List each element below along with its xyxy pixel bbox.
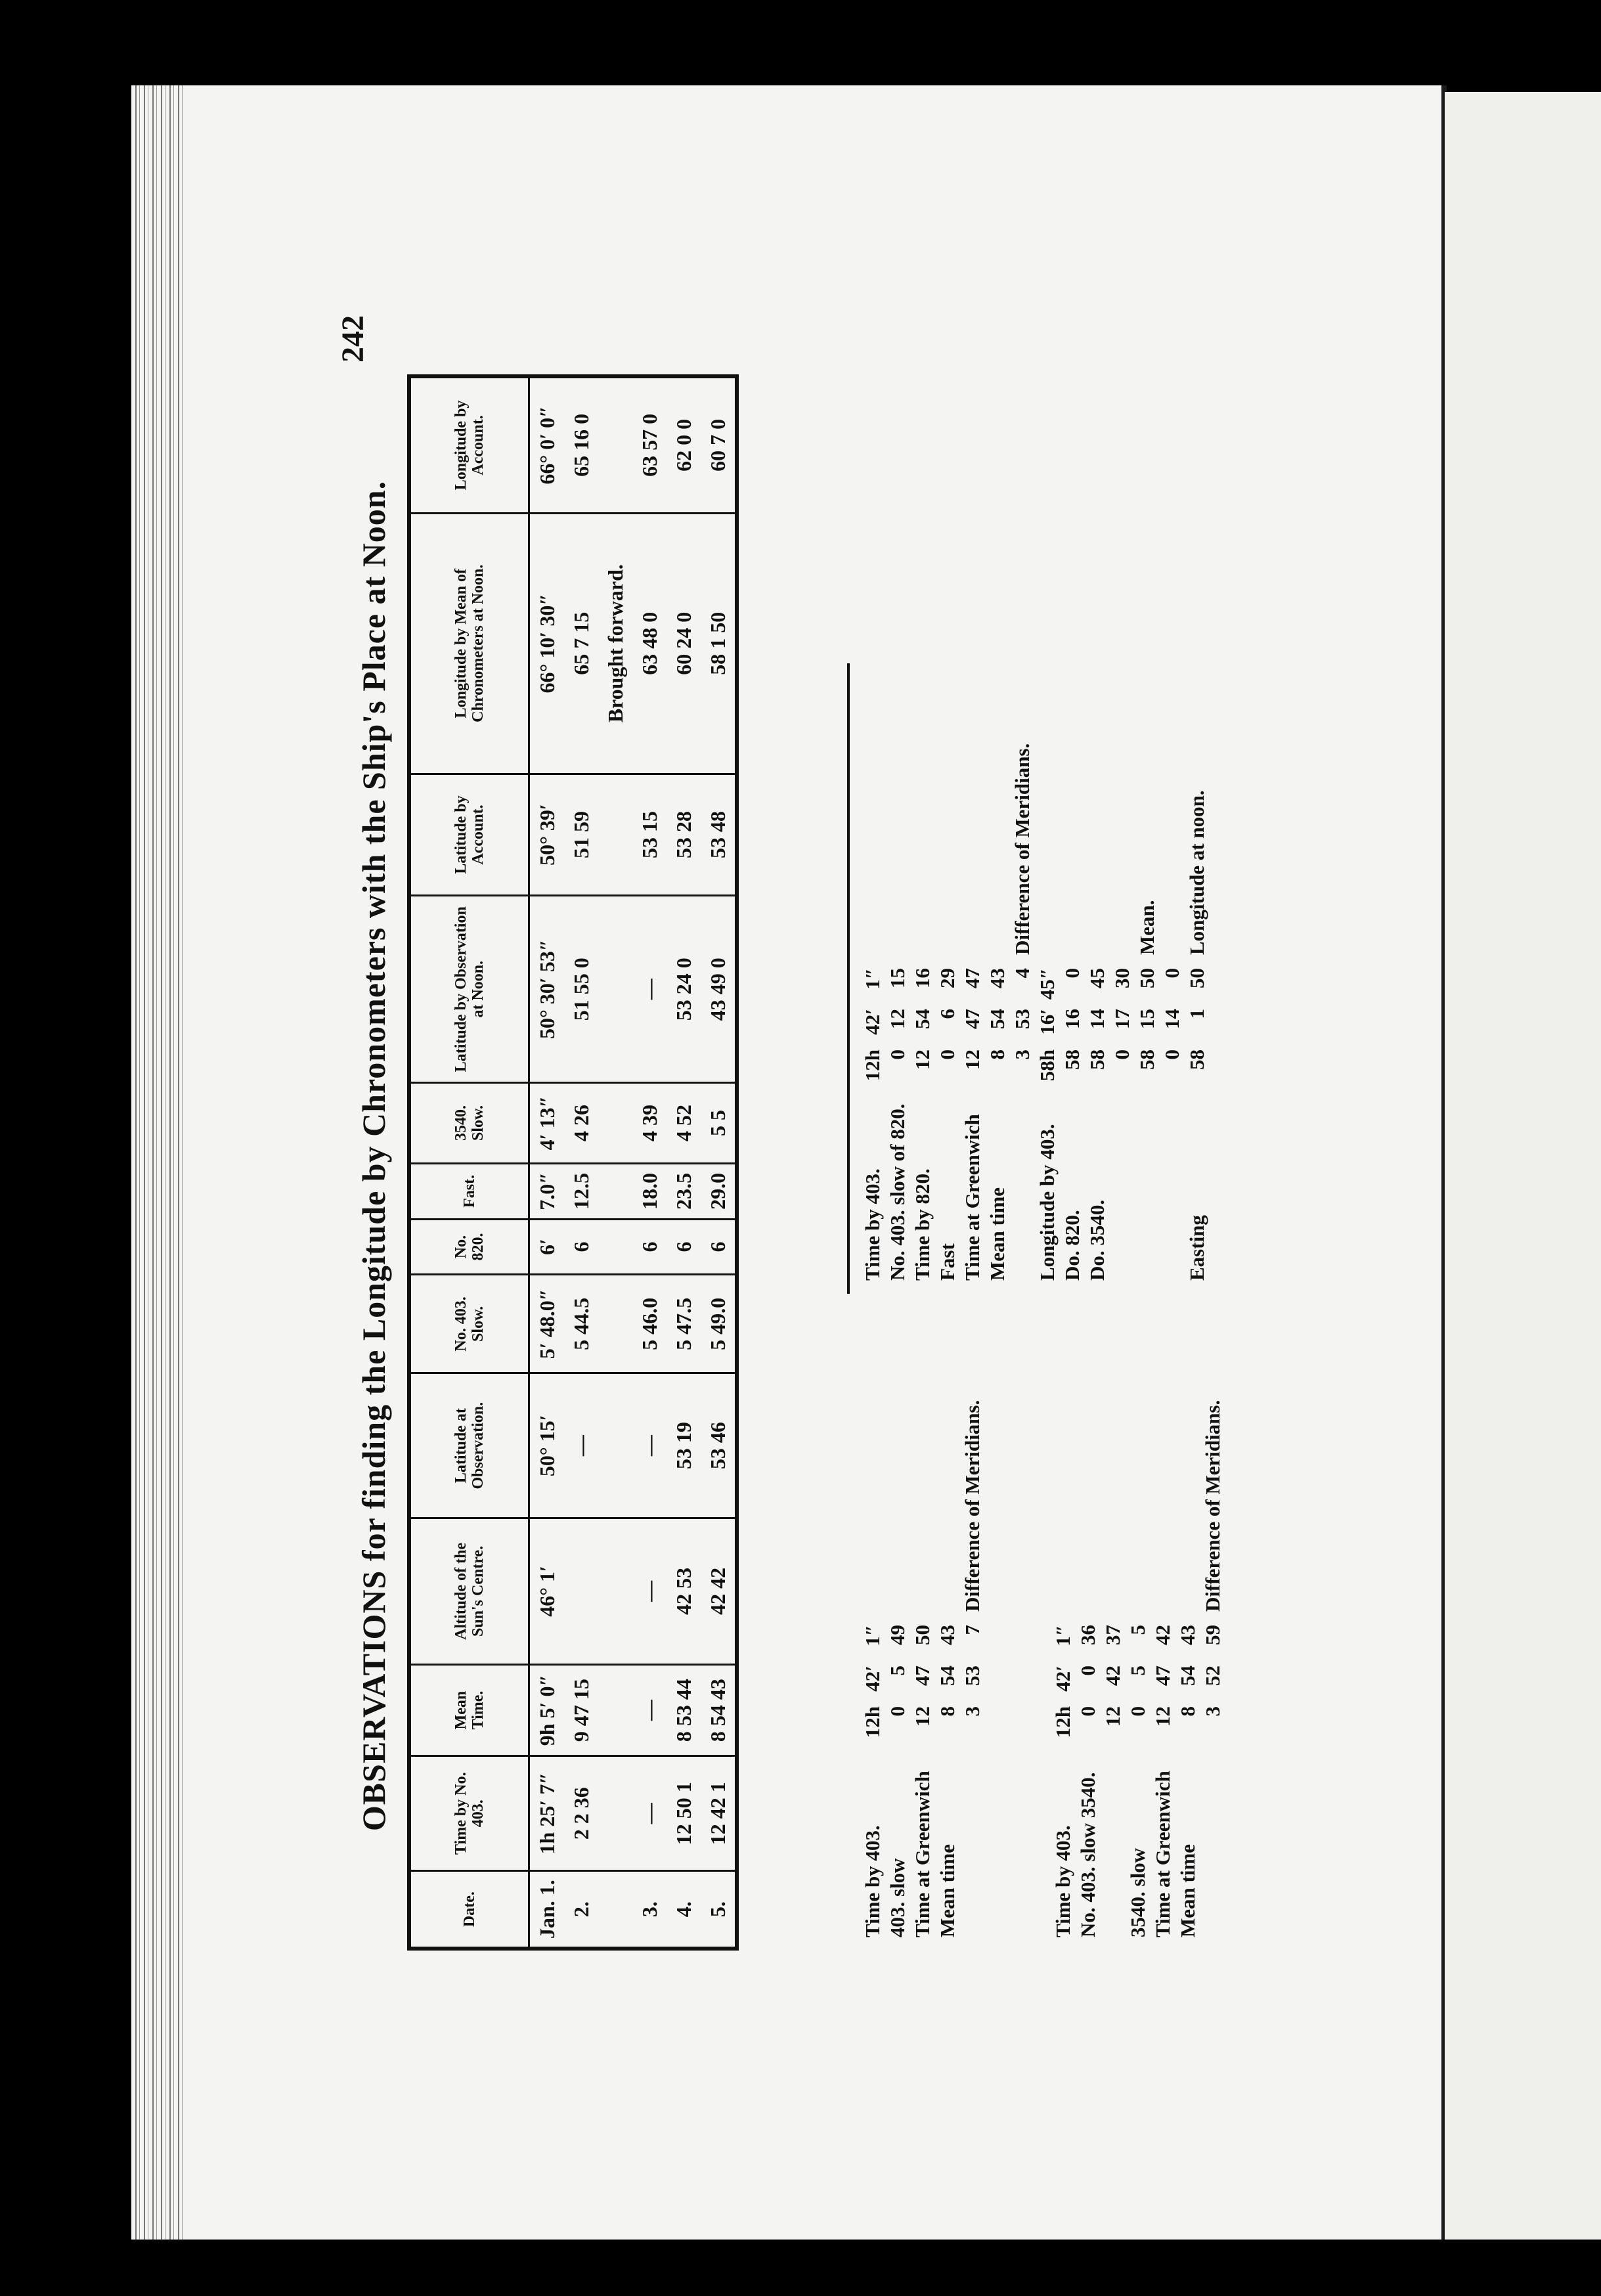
calc-line bbox=[1151, 1400, 1175, 1937]
calc-line bbox=[1185, 743, 1210, 1281]
calc-line bbox=[1076, 1400, 1101, 1937]
calc-value: 47 bbox=[961, 1009, 984, 1029]
table-cell: 51 55 0 bbox=[564, 896, 598, 1083]
calc-value: 50 bbox=[1135, 968, 1158, 988]
header-cell: No. 820. bbox=[409, 1219, 529, 1275]
table-cell: — bbox=[564, 1373, 598, 1518]
calc-block-right bbox=[860, 743, 1210, 1281]
table-cell: 1h 25′ 7″ bbox=[529, 1756, 565, 1871]
calc-value: 12 bbox=[1101, 1706, 1124, 1727]
calc-label: Do. 820. bbox=[1061, 1210, 1084, 1281]
calc-value: 47 bbox=[911, 1666, 934, 1686]
table-cell: 5. bbox=[701, 1871, 737, 1949]
calc-value: 58h bbox=[1036, 1049, 1059, 1082]
header-cell: Time by No. 403. bbox=[409, 1756, 529, 1871]
table-cell: 58 1 50 bbox=[701, 513, 737, 774]
calc-label: Time by 403. bbox=[861, 1168, 884, 1281]
table-cell: 23.5 bbox=[667, 1164, 701, 1220]
table-cell: 29.0 bbox=[701, 1164, 737, 1220]
header-cell: Longitude by Account. bbox=[409, 376, 529, 513]
table-cell: 9 47 15 bbox=[564, 1664, 598, 1755]
calc-value: 1 bbox=[1185, 1009, 1208, 1019]
calc-value: 0 bbox=[1076, 1666, 1099, 1676]
calc-label: Mean time bbox=[1176, 1843, 1199, 1937]
calc-line bbox=[1160, 743, 1185, 1281]
table-cell bbox=[598, 1164, 632, 1220]
calc-label bbox=[1200, 1747, 1225, 1937]
table-body bbox=[529, 376, 737, 1949]
calc-line bbox=[910, 1400, 935, 1937]
calc-value: 0 bbox=[1061, 968, 1084, 979]
table-row bbox=[701, 376, 737, 1949]
calc-value: 12 bbox=[1151, 1706, 1174, 1727]
calc-label bbox=[960, 1747, 985, 1937]
table-cell: 66° 10′ 30″ bbox=[529, 513, 565, 774]
table-cell: 53 48 bbox=[701, 774, 737, 896]
header-cell: Date. bbox=[409, 1871, 529, 1949]
calc-value: 7 bbox=[961, 1625, 984, 1635]
calc-label: 3540. slow bbox=[1126, 1847, 1149, 1937]
calc-value: 50 bbox=[911, 1625, 934, 1645]
calc-value: 36 bbox=[1076, 1625, 1099, 1645]
calc-line bbox=[1200, 1400, 1225, 1937]
calc-value: 16 bbox=[1061, 1009, 1084, 1029]
calc-line bbox=[860, 743, 885, 1281]
calc-line bbox=[935, 743, 960, 1281]
table-cell: 46° 1′ bbox=[529, 1518, 565, 1664]
calc-value: 54 bbox=[1176, 1666, 1199, 1686]
table-header-row bbox=[409, 376, 529, 1949]
table-cell bbox=[598, 1082, 632, 1163]
calc-label: Time at Greenwich bbox=[1151, 1771, 1174, 1937]
table-cell: 6′ bbox=[529, 1219, 565, 1275]
calc-note: Mean. bbox=[1135, 900, 1158, 955]
calc-value: 43 bbox=[986, 968, 1009, 988]
calc-label: No. 403. slow of 820. bbox=[886, 1103, 909, 1281]
table-cell bbox=[598, 1756, 632, 1871]
header-cell: Longitude by Mean of Chronometers at Noon. bbox=[409, 513, 529, 774]
page-number: 242 bbox=[336, 315, 370, 363]
table-cell: 5 5 bbox=[701, 1082, 737, 1163]
calc-value: 12 bbox=[961, 1049, 984, 1070]
table-cell: 18.0 bbox=[632, 1164, 667, 1220]
calc-line bbox=[985, 743, 1010, 1281]
calc-value: 42′ bbox=[861, 1666, 884, 1692]
calc-value: 8 bbox=[1176, 1706, 1199, 1717]
calc-value: 0 bbox=[1076, 1706, 1099, 1717]
calc-value: 58 bbox=[1185, 1049, 1208, 1070]
table-cell: 42 53 bbox=[667, 1518, 701, 1664]
table-cell bbox=[564, 1518, 598, 1664]
calc-value: 3 bbox=[1201, 1706, 1224, 1717]
calc-label bbox=[1010, 1090, 1035, 1281]
calc-value: 58 bbox=[1135, 1049, 1158, 1070]
table-cell: 7.0″ bbox=[529, 1164, 565, 1220]
table-cell: Jan. 1. bbox=[529, 1871, 565, 1949]
table-row bbox=[667, 376, 701, 1949]
calc-value: 15 bbox=[886, 968, 909, 988]
calc-value: 0 bbox=[886, 1706, 909, 1717]
calc-value: 14 bbox=[1086, 1009, 1108, 1029]
calc-label: Mean time bbox=[936, 1843, 959, 1937]
table-cell: 60 7 0 bbox=[701, 376, 737, 513]
table-cell: 60 24 0 bbox=[667, 513, 701, 774]
observations-table bbox=[407, 374, 739, 1951]
calc-note: Longitude at noon. bbox=[1185, 790, 1208, 955]
page-title: OBSERVATIONS for finding the Longitude by Chronometers with the Ship's Place at Noon. bbox=[355, 480, 392, 1832]
header-cell: Altitude of the Sun's Centre. bbox=[409, 1518, 529, 1664]
table-cell: 2. bbox=[564, 1871, 598, 1949]
table-cell: 53 19 bbox=[667, 1373, 701, 1518]
calc-value: 59 bbox=[1201, 1625, 1224, 1645]
calc-value: 29 bbox=[936, 968, 959, 988]
adjacent-page bbox=[1445, 92, 1601, 2240]
calc-value: 12h bbox=[861, 1049, 884, 1082]
calc-line bbox=[1010, 743, 1035, 1281]
table-cell: 50° 39′ bbox=[529, 774, 565, 896]
calc-value: 15 bbox=[1135, 1009, 1158, 1029]
table-cell bbox=[598, 1518, 632, 1664]
table-cell: 4 39 bbox=[632, 1082, 667, 1163]
calc-value: 42 bbox=[1101, 1666, 1124, 1686]
table-cell: 5 47.5 bbox=[667, 1275, 701, 1373]
calc-value: 47 bbox=[1151, 1666, 1174, 1686]
calc-line bbox=[960, 1400, 985, 1937]
table-row bbox=[529, 376, 565, 1949]
table-cell: 5 49.0 bbox=[701, 1275, 737, 1373]
calc-value: 47 bbox=[961, 968, 984, 988]
calc-value: 54 bbox=[936, 1666, 959, 1686]
calc-value: 12h bbox=[861, 1706, 884, 1738]
calc-label: No. 403. slow 3540. bbox=[1076, 1772, 1099, 1937]
calc-value: 17 bbox=[1110, 1009, 1133, 1029]
table-cell: 12.5 bbox=[564, 1164, 598, 1220]
calc-value: 49 bbox=[886, 1625, 909, 1645]
calc-label: Fast bbox=[936, 1243, 959, 1281]
calc-value: 12h bbox=[1051, 1706, 1074, 1738]
table-cell: — bbox=[632, 1664, 667, 1755]
table-cell: — bbox=[632, 1373, 667, 1518]
table-cell: 4′ 13″ bbox=[529, 1082, 565, 1163]
calc-value: 5 bbox=[1126, 1666, 1149, 1676]
table-cell bbox=[598, 1275, 632, 1373]
table-cell bbox=[598, 1871, 632, 1949]
calc-value: 12 bbox=[911, 1049, 934, 1070]
calc-label: Do. 3540. bbox=[1086, 1199, 1108, 1281]
calc-value: 50 bbox=[1185, 968, 1208, 988]
calc-line bbox=[1101, 1400, 1126, 1937]
calc-value: 0 bbox=[886, 1049, 909, 1060]
calc-label: Time at Greenwich bbox=[911, 1771, 934, 1937]
calc-value: 8 bbox=[986, 1049, 1009, 1060]
calc-line bbox=[960, 743, 985, 1281]
table-cell bbox=[598, 1219, 632, 1275]
table-cell bbox=[598, 1373, 632, 1518]
calc-line bbox=[1110, 743, 1135, 1281]
calc-value: 45″ bbox=[1036, 968, 1059, 1000]
calc-line bbox=[885, 743, 910, 1281]
table-cell: 12 42 1 bbox=[701, 1756, 737, 1871]
calc-note: Difference of Meridians. bbox=[1011, 743, 1034, 955]
table-cell: 53 28 bbox=[667, 774, 701, 896]
calc-value: 58 bbox=[1086, 1049, 1108, 1070]
calc-label bbox=[1110, 1090, 1135, 1281]
calc-value: 54 bbox=[986, 1009, 1009, 1029]
table-cell: 9h 5′ 0″ bbox=[529, 1664, 565, 1755]
table-row bbox=[564, 376, 598, 1949]
table-cell: 53 24 0 bbox=[667, 896, 701, 1083]
calc-value: 58 bbox=[1061, 1049, 1084, 1070]
table-cell: 63 48 0 bbox=[632, 513, 667, 774]
table-cell: 4 26 bbox=[564, 1082, 598, 1163]
calc-note: Difference of Meridians. bbox=[961, 1400, 984, 1612]
table-cell bbox=[598, 1664, 632, 1755]
calc-value: 12 bbox=[911, 1706, 934, 1727]
table-cell: 4 52 bbox=[667, 1082, 701, 1163]
calc-value: 4 bbox=[1011, 968, 1034, 979]
table-cell: 6 bbox=[632, 1219, 667, 1275]
table-cell: 8 54 43 bbox=[701, 1664, 737, 1755]
rotated-content bbox=[336, 315, 1287, 1977]
table-cell: 50° 15′ bbox=[529, 1373, 565, 1518]
calc-value: 5 bbox=[886, 1666, 909, 1676]
calc-value: 12 bbox=[886, 1009, 909, 1029]
calc-value: 53 bbox=[1011, 1009, 1034, 1029]
calc-line bbox=[1051, 1400, 1076, 1937]
calc-value: 30 bbox=[1110, 968, 1133, 988]
calc-value: 5 bbox=[1126, 1625, 1149, 1635]
calc-line bbox=[1135, 743, 1160, 1281]
header-cell: Mean Time. bbox=[409, 1664, 529, 1755]
table-cell: Brought forward. bbox=[598, 513, 632, 774]
table-cell bbox=[598, 896, 632, 1083]
calc-line bbox=[1035, 743, 1060, 1281]
calc-block-left-lower bbox=[1051, 1400, 1225, 1937]
calc-value: 53 bbox=[961, 1666, 984, 1686]
table-cell: 65 16 0 bbox=[564, 376, 598, 513]
table-cell: — bbox=[632, 1756, 667, 1871]
calc-label: Longitude by 403. bbox=[1036, 1124, 1059, 1281]
calc-note: Difference of Meridians. bbox=[1201, 1400, 1224, 1612]
calc-label: Time by 403. bbox=[861, 1825, 884, 1937]
calc-label: Time by 403. bbox=[1051, 1825, 1074, 1937]
header-cell: Latitude at Observation. bbox=[409, 1373, 529, 1518]
calc-value: 1″ bbox=[861, 1625, 884, 1646]
calc-value: 42 bbox=[1151, 1625, 1174, 1645]
header-cell: No. 403. Slow. bbox=[409, 1275, 529, 1373]
header-cell: Latitude by Account. bbox=[409, 774, 529, 896]
table-cell: 62 0 0 bbox=[667, 376, 701, 513]
table-cell: 6 bbox=[701, 1219, 737, 1275]
table-cell: 43 49 0 bbox=[701, 896, 737, 1083]
calc-value: 0 bbox=[1160, 1049, 1183, 1060]
table-cell: 2 2 36 bbox=[564, 1756, 598, 1871]
table-row bbox=[632, 376, 667, 1949]
column-divider bbox=[847, 663, 850, 1294]
table-cell: 53 46 bbox=[701, 1373, 737, 1518]
calc-value: 54 bbox=[911, 1009, 934, 1029]
table-cell: 5 46.0 bbox=[632, 1275, 667, 1373]
calc-line bbox=[910, 743, 935, 1281]
table-cell: 12 50 1 bbox=[667, 1756, 701, 1871]
table-cell: — bbox=[632, 1518, 667, 1664]
calc-value: 8 bbox=[936, 1706, 959, 1717]
table-cell: 5 44.5 bbox=[564, 1275, 598, 1373]
calc-value: 16 bbox=[911, 968, 934, 988]
calc-label: Mean time bbox=[986, 1187, 1009, 1281]
calc-label: Time by 820. bbox=[911, 1168, 934, 1281]
calc-value: 43 bbox=[936, 1625, 959, 1645]
table-cell: 63 57 0 bbox=[632, 376, 667, 513]
calc-value: 3 bbox=[961, 1706, 984, 1717]
calc-line bbox=[885, 1400, 910, 1937]
calc-line bbox=[1126, 1400, 1151, 1937]
calc-label: 403. slow bbox=[886, 1858, 909, 1937]
table-cell: 6 bbox=[667, 1219, 701, 1275]
calc-value: 37 bbox=[1101, 1625, 1124, 1645]
calc-label: Easting bbox=[1185, 1215, 1208, 1281]
table-cell: 8 53 44 bbox=[667, 1664, 701, 1755]
table-cell: 65 7 15 bbox=[564, 513, 598, 774]
calc-label: Time at Greenwich bbox=[961, 1114, 984, 1281]
table-cell: 66° 0′ 0″ bbox=[529, 376, 565, 513]
calc-value: 45 bbox=[1086, 968, 1108, 988]
calc-label bbox=[1101, 1747, 1126, 1937]
calc-label bbox=[1160, 1090, 1185, 1281]
calc-block-left-upper bbox=[860, 1400, 985, 1937]
table-cell: — bbox=[632, 896, 667, 1083]
table-cell: 51 59 bbox=[564, 774, 598, 896]
calc-value: 3 bbox=[1011, 1049, 1034, 1060]
calc-value: 16′ bbox=[1036, 1009, 1059, 1035]
calc-value: 0 bbox=[1110, 1049, 1133, 1060]
calc-value: 42′ bbox=[861, 1009, 884, 1035]
table-row bbox=[598, 376, 632, 1949]
calc-line bbox=[860, 1400, 885, 1937]
table-cell: 53 15 bbox=[632, 774, 667, 896]
header-cell: Fast. bbox=[409, 1164, 529, 1220]
header-cell: Latitude by Observation at Noon. bbox=[409, 896, 529, 1083]
calc-value: 0 bbox=[1160, 968, 1183, 979]
calc-value: 0 bbox=[1126, 1706, 1149, 1717]
calc-line bbox=[1085, 743, 1110, 1281]
table-cell bbox=[598, 774, 632, 896]
calc-line bbox=[935, 1400, 960, 1937]
calc-value: 43 bbox=[1176, 1625, 1199, 1645]
calc-value: 52 bbox=[1201, 1666, 1224, 1686]
calc-value: 0 bbox=[936, 1049, 959, 1060]
table-cell: 3. bbox=[632, 1871, 667, 1949]
table-cell: 50° 30′ 53″ bbox=[529, 896, 565, 1083]
table-cell: 6 bbox=[564, 1219, 598, 1275]
table-cell: 5′ 48.0″ bbox=[529, 1275, 565, 1373]
table-cell bbox=[598, 376, 632, 513]
table-cell: 42 42 bbox=[701, 1518, 737, 1664]
page-edge-stack bbox=[131, 85, 184, 2240]
calc-value: 14 bbox=[1160, 1009, 1183, 1029]
calc-value: 1″ bbox=[861, 968, 884, 990]
calc-line bbox=[1175, 1400, 1200, 1937]
calc-value: 6 bbox=[936, 1009, 959, 1019]
calc-line bbox=[1060, 743, 1085, 1281]
table-cell: 4. bbox=[667, 1871, 701, 1949]
calc-value: 1″ bbox=[1051, 1625, 1074, 1646]
calc-label bbox=[1135, 1090, 1160, 1281]
calc-value: 42′ bbox=[1051, 1666, 1074, 1692]
header-cell: 3540. Slow. bbox=[409, 1082, 529, 1163]
